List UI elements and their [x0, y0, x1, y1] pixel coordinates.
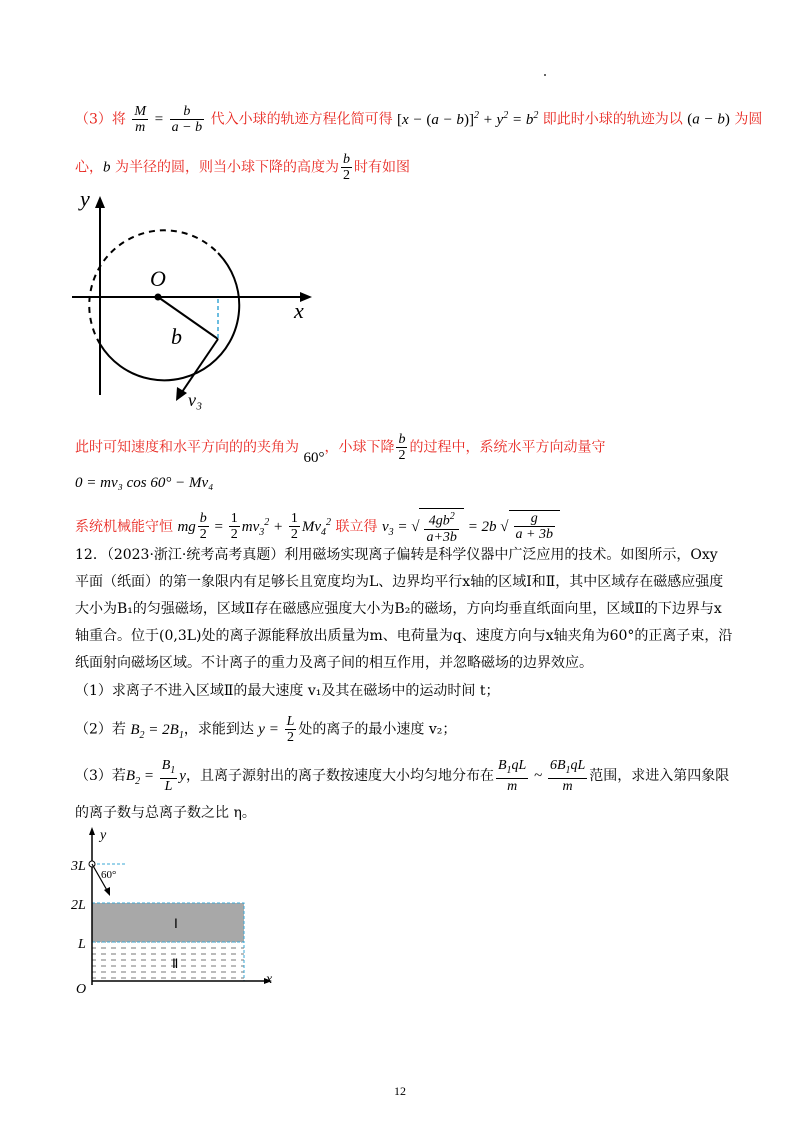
- trajectory-circle-figure: [60, 190, 330, 420]
- radius-line: [158, 297, 218, 339]
- problem-12-q1: （1）求离子不进入区域Ⅱ的最大速度 v₁及其在磁场中的运动时间 t；: [75, 683, 500, 699]
- solution-angle-line: 此时可知速度和水平方向的的夹角为 60°，小球下降 $\frac{b}{2}$ 的过程中，系统水平方向动量守: [75, 432, 606, 466]
- problem-12-q3-cont: 的离子数与总离子数之比 η。: [75, 805, 256, 821]
- label-L: L: [78, 937, 86, 952]
- label-region-I: Ⅰ: [174, 916, 178, 931]
- label-region-II: Ⅱ: [172, 956, 179, 971]
- page-number: 12: [394, 1084, 406, 1098]
- label-O: O: [150, 266, 166, 291]
- velocity-arrow-line: [180, 339, 218, 395]
- label-y: y: [80, 190, 90, 211]
- fraction-b-over-2-angle: $\frac{b}{2}$: [398, 432, 406, 463]
- fraction-M-over-m: $\frac{M}{m}$: [134, 104, 147, 135]
- region-I: [92, 903, 244, 942]
- ion-velocity-arrowhead: [104, 887, 110, 896]
- problem-12-statement: 12．（2023·浙江·统考高考真题）利用磁场实现离子偏转是科学仪器中广泛应用的技术。如图所示，Oxy 平面（纸面）的第一象限内有足够长且宽度均为L、边界均平行x轴的区域Ⅰ和Ⅱ，其中区域存在磁感应强度大小为B₁的匀强磁场，区域Ⅱ存在磁感应强度大小为B₂的磁场，方向均垂直纸面向里，区域Ⅱ的下边界与x轴重合。位于(0,3L)处的离子源能释放出质量为m、电荷量为q、速度方向与x轴夹角为60°的正离子束，沿纸面射向磁场区域。不计离子的重力及离子间的相互作用，并忽略磁场的边界效应。: [75, 547, 733, 671]
- center-point: [155, 294, 162, 301]
- label-3L: 3L: [71, 859, 86, 874]
- label-O: O: [76, 982, 87, 997]
- velocity-arrowhead: [176, 387, 187, 401]
- y-axis-arrow: [95, 196, 105, 208]
- trajectory-equation: $[x - (a - b)]^2 + y^2 = b^2$: [397, 109, 539, 128]
- magnetic-region-figure: [70, 825, 290, 1000]
- fraction-b-over-2: $\frac{b}{2}$: [342, 152, 350, 183]
- fraction-b-over-a-minus-b: $\frac{b}{a - b}$: [171, 104, 203, 135]
- problem-12-q3: （3）若$B_2$ = $\frac{B_1}{L}$ y，且离子源射出的离子数按速度大小均匀地分布在 $\frac{B_1qL}{m}$ ~ $\frac{6B_1qL}{m}$ 范围，求进入第四象限: [75, 758, 730, 794]
- label-angle: 60°: [101, 869, 117, 881]
- solution-part3-line2: 心，b 为半径的圆，则当小球下降的高度为 $\frac{b}{2}$ 时有如图: [75, 152, 410, 183]
- region-II: [92, 942, 244, 981]
- label-x: x: [294, 298, 304, 323]
- label-y: y: [100, 828, 107, 843]
- momentum-equation: 0 = mv₃ cos 60° − Mv₄: [75, 475, 214, 491]
- label-x: x: [266, 972, 273, 987]
- label-v3: v₃: [188, 390, 203, 410]
- solution-energy-line: 系统机械能守恒 mg $\frac{b}{2}$ = $\frac{1}{2}$ $mv_3^2$ + $\frac{1}{2}$ $Mv_4^2$ 联立得 $v_3$ = √ $\frac{4gb^2}{a+3b}$ = 2b √ $\frac{g}{a + 3b}$: [75, 508, 560, 545]
- stray-mark: [544, 74, 546, 76]
- y-axis-arrow: [89, 827, 95, 835]
- problem-12-q2: （2）若 $B_2 = 2B_1$，求能到达 y = $\frac{L}{2}$ 处的离子的最小速度 v₂；: [75, 714, 457, 745]
- solution-part3-line1: （3）将 $\frac{M}{m}$ = $\frac{b}{a - b}$ 代入小球的轨迹方程化简可得 $[x - (a - b)]^2 + y^2 = b^2$ 即此时小球的轨迹为以 (a − b) 为圆: [75, 104, 763, 135]
- label-2L: 2L: [71, 898, 86, 913]
- label-b: b: [171, 324, 182, 349]
